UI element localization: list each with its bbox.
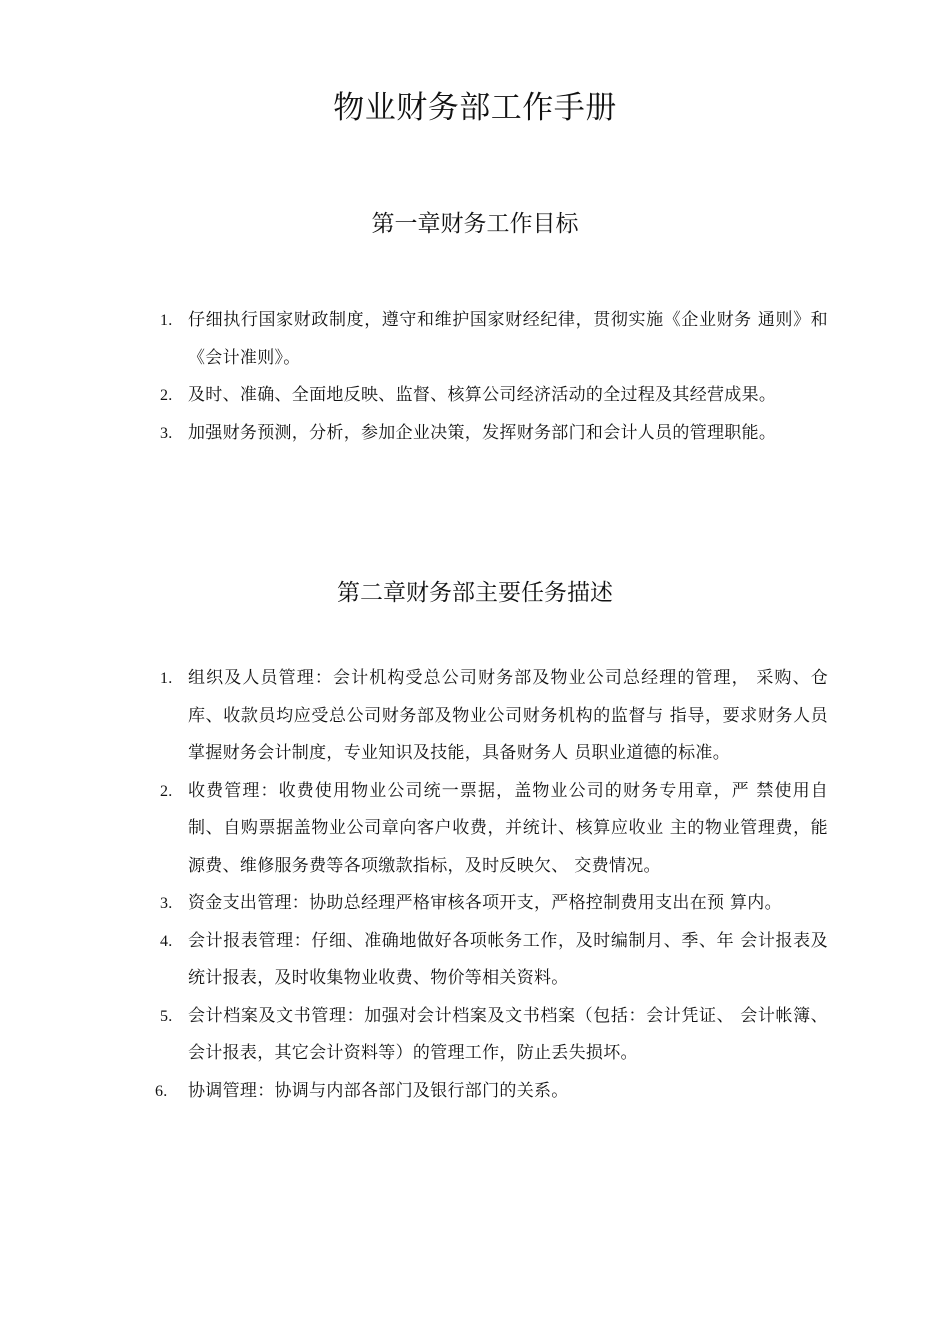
list-item-number: 3. xyxy=(160,895,173,912)
list-item xyxy=(155,773,828,886)
list-item-text: 协调管理：协调与内部各部门及银行部门的关系。 xyxy=(188,1080,569,1101)
list-item xyxy=(155,660,828,773)
list-item xyxy=(155,415,828,453)
list-item-text: 加强财务预测，分析，参加企业决策，发挥财务部门和会计人员的管理职能。 xyxy=(188,422,777,443)
list-item xyxy=(155,998,828,1073)
list-item-number: 5. xyxy=(160,1007,173,1025)
list-item-text: 收费管理：收费使用物业公司统一票据，盖物业公司的财务专用章，严 禁使用自制、自购票据盖物业公司章向客户收费，并统计、核算应收业 主的物业管理费，能源费、维修服务费等各项缴款指标，及时反映欠、 交费情况。 xyxy=(188,780,828,876)
list-item xyxy=(155,923,828,998)
document-title: 物业财务部工作手册 xyxy=(333,90,617,126)
list-item xyxy=(155,885,828,923)
chapter-1-goal-list xyxy=(155,302,828,452)
list-item-text: 及时、准确、全面地反映、监督、核算公司经济活动的全过程及其经营成果。 xyxy=(188,385,777,405)
list-item xyxy=(155,377,828,415)
list-item-text: 仔细执行国家财政制度，遵守和维护国家财经纪律，贯彻实施《企业财务 通则》和《会计准则》。 xyxy=(188,310,828,368)
list-item-number: 6. xyxy=(155,1082,168,1100)
list-item-number: 2. xyxy=(160,782,173,800)
chapter-1-title: 第一章财务工作目标 xyxy=(371,211,579,237)
list-item-number: 1. xyxy=(160,670,173,687)
list-item-number: 2. xyxy=(160,387,173,404)
list-item-number: 4. xyxy=(160,932,173,950)
chapter-2-title: 第二章财务部主要任务描述 xyxy=(337,580,613,606)
list-item-text: 会计报表管理：仔细、准确地做好各项帐务工作，及时编制月、季、年 会计报表及统计报表，及时收集物业收费、物价等相关资料。 xyxy=(188,930,828,988)
list-item-text: 组织及人员管理：会计机构受总公司财务部及物业公司总经理的管理， 采购、仓库、收款员均应受总公司财务部及物业公司财务机构的监督与 指导，要求财务人员掌握财务会计制度，专业知识及技能，具备财务人 员职业道德的标准。 xyxy=(188,668,828,763)
list-item-number: 3. xyxy=(160,424,173,442)
list-item-number: 1. xyxy=(160,312,173,329)
chapter-2-task-list xyxy=(155,660,828,1110)
list-item-text: 会计档案及文书管理：加强对会计档案及文书档案（包括：会计凭证、 会计帐簿、会计报表，其它会计资料等）的管理工作，防止丢失损坏。 xyxy=(188,1005,828,1063)
list-item xyxy=(155,302,828,377)
list-item xyxy=(155,1073,828,1111)
list-item-text: 资金支出管理：协助总经理严格审核各项开支，严格控制费用支出在预 算内。 xyxy=(188,893,782,913)
